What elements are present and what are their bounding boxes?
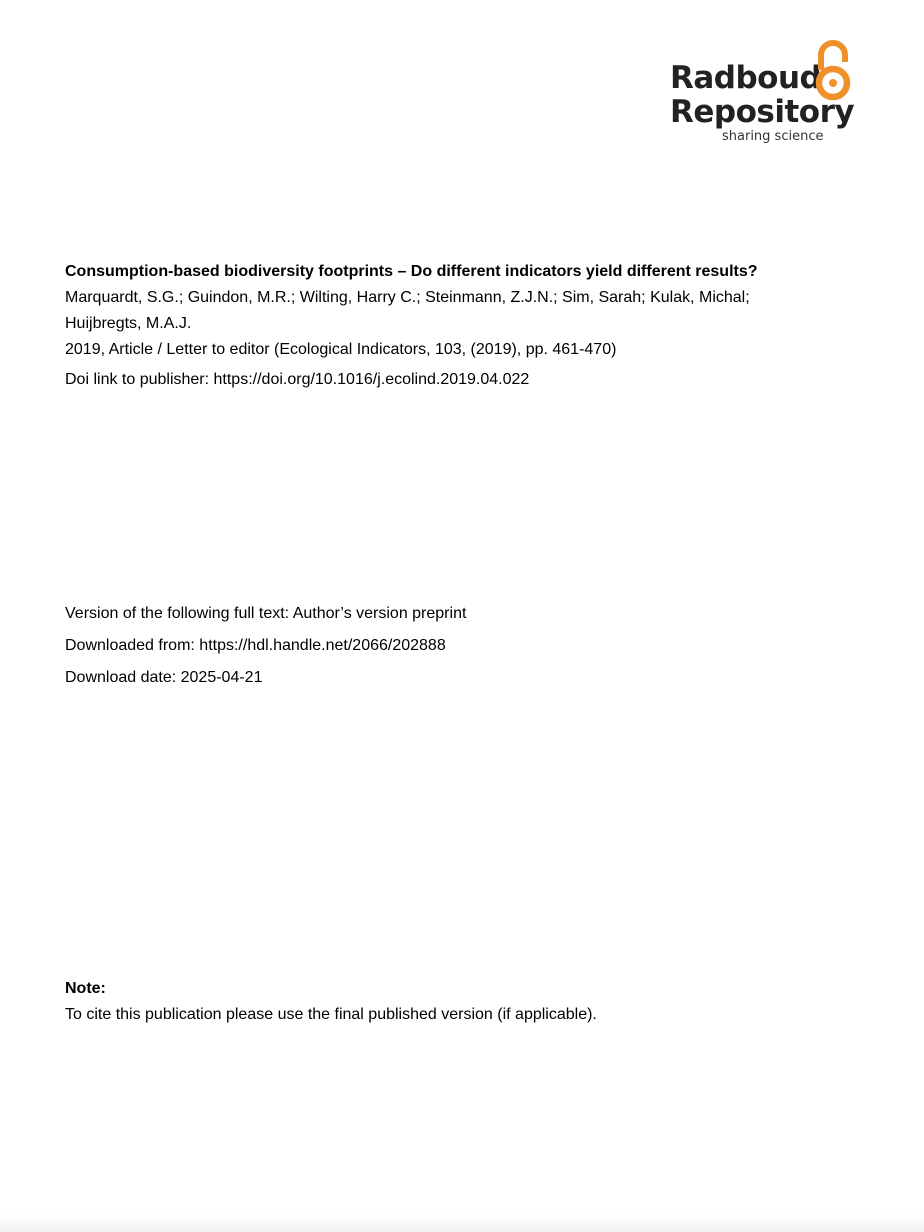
note-text: To cite this publication please use the final published version (if applicable). xyxy=(65,1006,597,1023)
page-bottom-edge xyxy=(0,1214,924,1232)
version-text: Version of the following full text: Author’s version preprint xyxy=(65,605,467,622)
open-access-lock-icon xyxy=(812,40,854,102)
authors-line-1: Marquardt, S.G.; Guindon, M.R.; Wilting, Harry C.; Steinmann, Z.J.N.; Sim, Sarah; Kulak, Michal; xyxy=(65,289,750,306)
note-section xyxy=(65,976,865,1028)
logo-tagline: sharing science xyxy=(722,129,824,144)
logo-word-repository: Repository xyxy=(670,94,855,130)
authors-line-2: Huijbregts, M.A.J. xyxy=(65,315,192,332)
record-metadata xyxy=(65,259,865,393)
version-info xyxy=(65,598,865,694)
note-label: Note: xyxy=(65,980,106,997)
download-date: Download date: 2025-04-21 xyxy=(65,669,263,686)
publication-title: Consumption-based biodiversity footprints – Do different indicators yield different results? xyxy=(65,263,758,280)
logo-word-radboud: Radboud xyxy=(670,60,822,96)
doi-link[interactable]: Doi link to publisher: https://doi.org/10.1016/j.ecolind.2019.04.022 xyxy=(65,371,530,388)
radboud-repository-logo xyxy=(668,40,868,150)
citation: 2019, Article / Letter to editor (Ecological Indicators, 103, (2019), pp. 461-470) xyxy=(65,341,617,358)
downloaded-from-link[interactable]: Downloaded from: https://hdl.handle.net/2066/202888 xyxy=(65,637,446,654)
